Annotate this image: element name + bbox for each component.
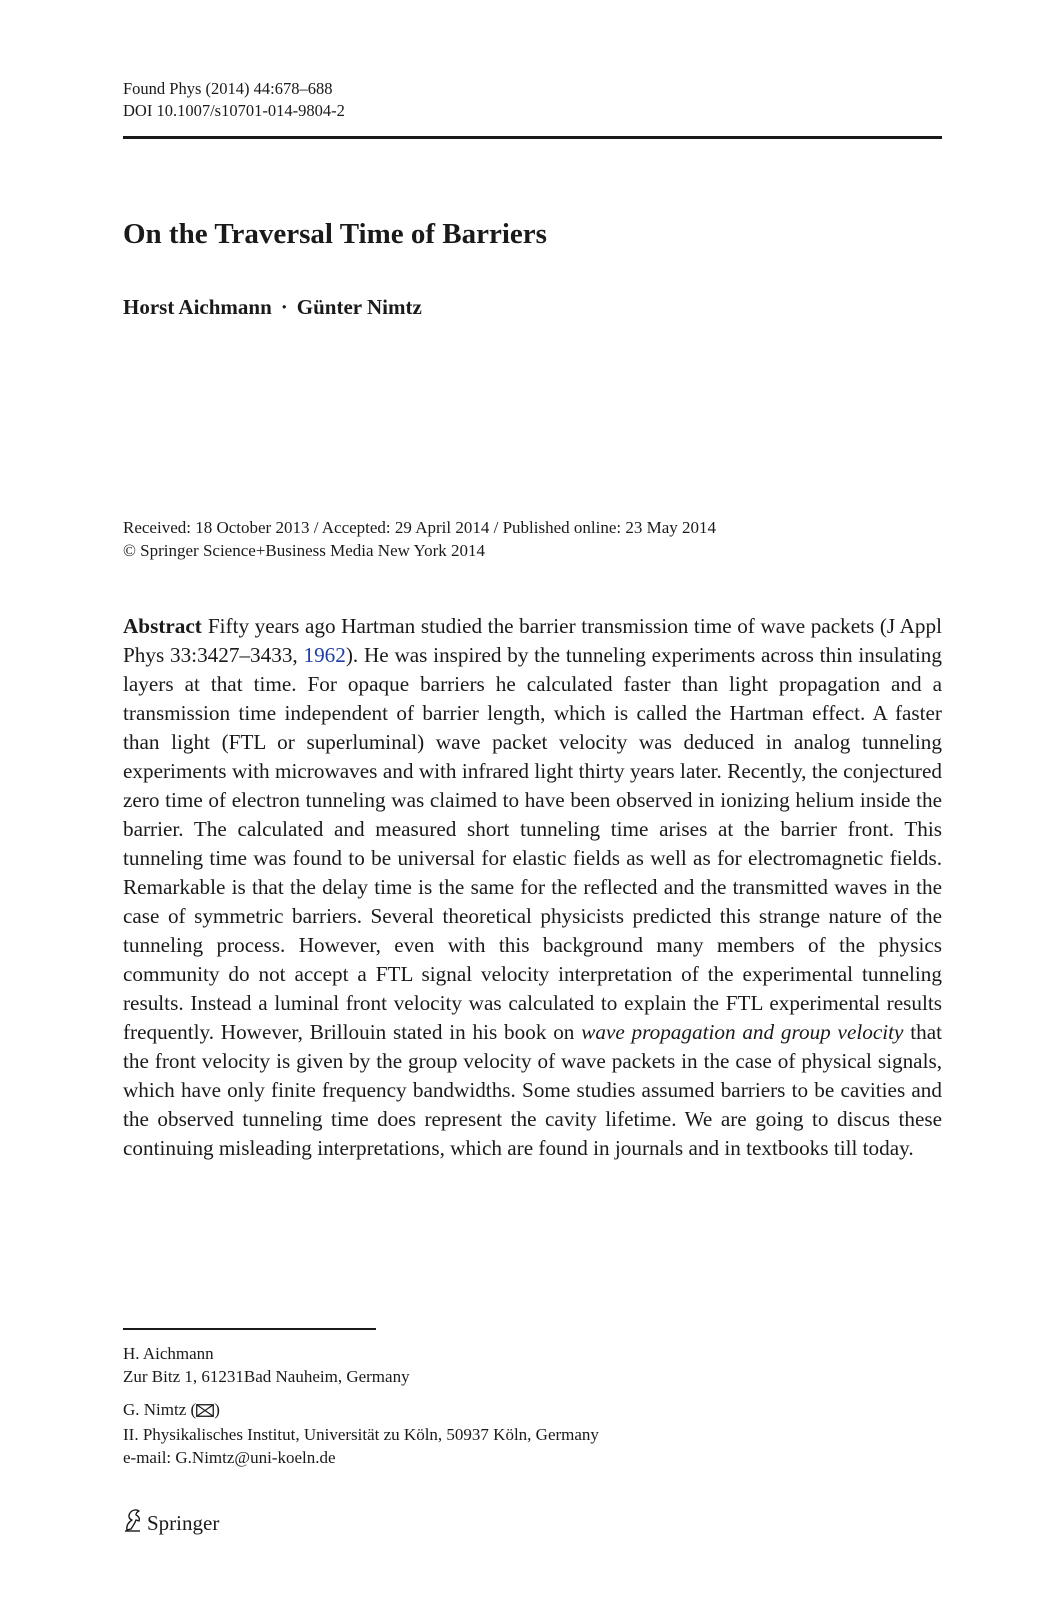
affiliation-nimtz xyxy=(123,1398,599,1469)
affiliation-address: Zur Bitz 1, 61231Bad Nauheim, Germany xyxy=(123,1367,410,1386)
publication-history xyxy=(123,516,716,562)
affiliation-name: G. Nimtz ( xyxy=(123,1400,197,1419)
author-separator: · xyxy=(280,295,288,319)
envelope-icon xyxy=(196,1400,214,1423)
history-dates: Received: 18 October 2013 / Accepted: 29 April 2014 / Published online: 23 May 2014 xyxy=(123,518,717,537)
citation-link[interactable]: 1962 xyxy=(303,643,346,667)
journal-header xyxy=(123,78,345,122)
doi: DOI 10.1007/s10701-014-9804-2 xyxy=(123,101,345,120)
author-aichmann: Horst Aichmann xyxy=(123,295,272,319)
affiliation-name-line xyxy=(123,1398,599,1423)
affiliation-address: II. Physikalisches Institut, Universität zu Köln, 50937 Köln, Germany xyxy=(123,1425,599,1444)
author-list xyxy=(123,293,422,321)
abstract-text-part-2: ). He was inspired by the tunneling experiments across thin insulating layers at that time. For opaque barriers he calculated faster than light propagation and a transmission time independent of barrier length, which is called the Hartman effect. A faster than light (FTL or superluminal) wave packet velocity was deduced in analog tunneling experiments with microwaves and with infrared light thirty years later. Recently, the conjectured zero time of electron tunneling was claimed to have been observed in ionizing helium inside the barrier. The calculated and measured short tunneling time arises at the barrier front. This tunneling time was found to be universal for elastic fields as well as for electromagnetic fields. Remarkable is that the delay time is the same for the reflected and the transmitted waves in the case of symmetric barriers. Several theoretical physicists predicted this strange nature of the tunneling process. However, even with this background many members of the physics community do not accept a FTL signal velocity interpretation of the experimental tunneling results. Instead a luminal front velocity was calculated to explain the FTL experimental results frequently. However, Brillouin stated in his book on xyxy=(123,643,942,1044)
abstract-italic-phrase: wave propagation and group velocity xyxy=(581,1020,904,1044)
header-rule xyxy=(123,136,942,139)
affiliation-email[interactable]: e-mail: G.Nimtz@uni-koeln.de xyxy=(123,1448,336,1467)
author-nimtz: Günter Nimtz xyxy=(296,295,422,319)
publisher-name: Springer xyxy=(147,1511,220,1535)
abstract-text-part-3: that the front velocity is given by the group velocity of wave packets in the case of physical signals, which have only finite frequency bandwidths. Some studies assumed barriers to be cavities and the observed tunneling time does represent the cavity lifetime. We are going to discus these continuing misleading interpretations, which are found in journals and in textbooks till today. xyxy=(123,1020,943,1160)
publisher-footer xyxy=(123,1508,219,1538)
abstract-text-part-1: Fifty years ago Hartman studied the barrier transmission time of wave packets (J Appl Phys 33:3427–3433, xyxy=(123,614,942,667)
springer-horse-icon xyxy=(123,1508,143,1538)
abstract-label: Abstract xyxy=(123,614,202,638)
affiliation-aichmann xyxy=(123,1342,410,1388)
footnote-rule xyxy=(123,1328,376,1330)
copyright-line: © Springer Science+Business Media New York 2014 xyxy=(123,541,485,560)
affiliation-name: H. Aichmann xyxy=(123,1344,214,1363)
abstract xyxy=(123,612,942,1163)
journal-citation: Found Phys (2014) 44:678–688 xyxy=(123,79,333,98)
paper-title: On the Traversal Time of Barriers xyxy=(123,218,547,250)
affiliation-name-close: ) xyxy=(214,1400,220,1419)
